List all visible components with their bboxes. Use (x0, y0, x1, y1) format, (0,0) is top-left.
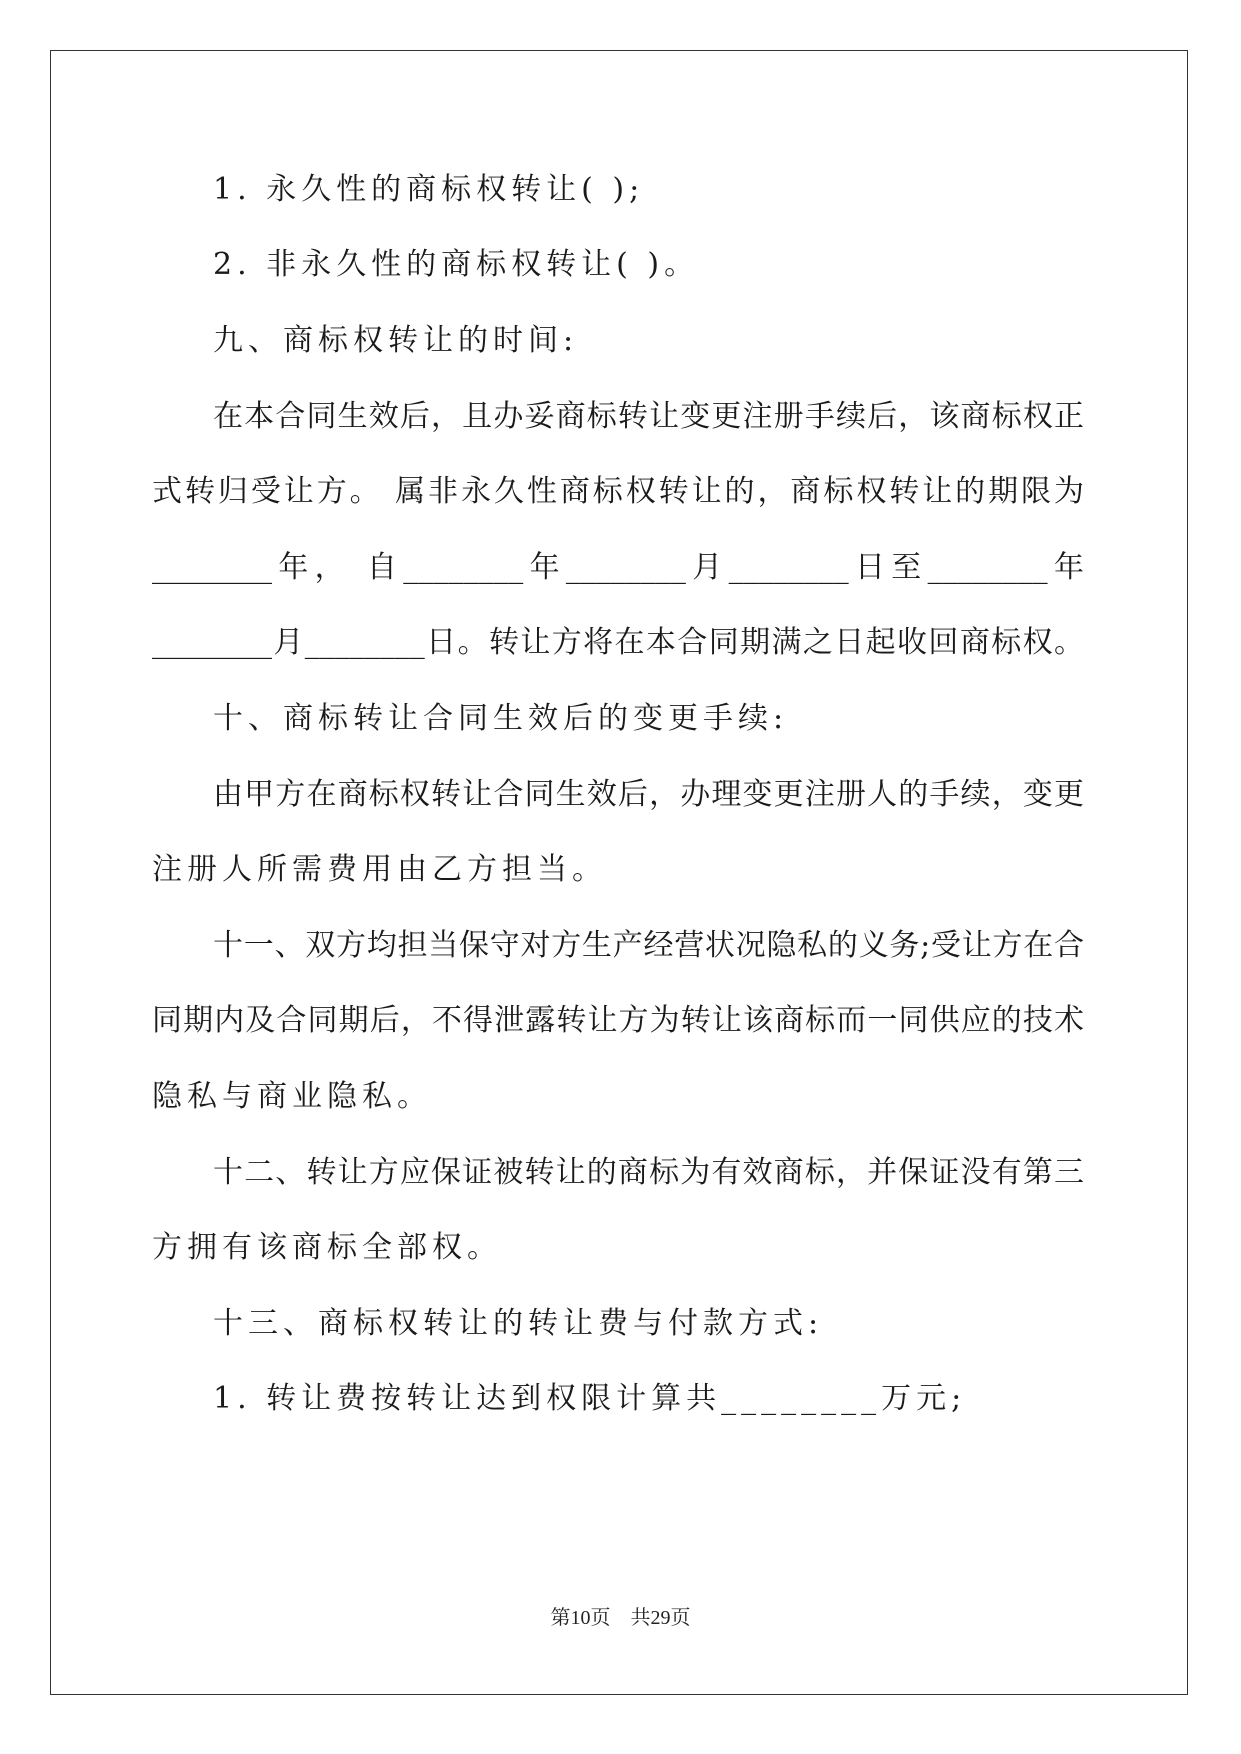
section-heading-12: 十二、转让方应保证被转让的商标为有效商标，并保证没有第三 (213, 1155, 1084, 1190)
text-line-7: ________月________日。转让方将在本合同期满之日起收回商标权。 (152, 625, 1084, 660)
text-line-6: ________年， 自________年________月________日至________年 (152, 550, 1084, 585)
text-line-2: 2. 非永久性的商标权转让( )。 (213, 247, 700, 282)
text-line-4: 在本合同生效后，且办妥商标转让变更注册手续后，该商标权正 (213, 399, 1084, 434)
section-heading-13: 十三、商标权转让的转让费与付款方式: (213, 1306, 824, 1341)
section-heading-11: 十一、双方均担当保守对方生产经营状况隐私的义务;受让方在合 (213, 928, 1084, 963)
page-number-footer (0, 1601, 1241, 1630)
text-line-13: 隐私与商业隐私。 (152, 1079, 432, 1114)
text-line-12: 同期内及合同期后，不得泄露转让方为转让该商标而一同供应的技术 (152, 1003, 1084, 1038)
text-line-5: 式转归受让方。 属非永久性商标权转让的，商标权转让的期限为 (152, 474, 1084, 509)
text-line-17: 1. 转让费按转让达到权限计算共________万元; (213, 1381, 967, 1416)
text-line-1: 1. 永久性的商标权转让( ); (213, 172, 645, 207)
text-line-9: 由甲方在商标权转让合同生效后，办理变更注册人的手续，变更 (213, 777, 1084, 812)
page-number-label: 第10页 共29页 (550, 1607, 691, 1629)
text-line-10: 注册人所需费用由乙方担当。 (152, 852, 607, 887)
section-heading-10: 十、商标转让合同生效后的变更手续: (213, 701, 789, 736)
text-line-15: 方拥有该商标全部权。 (152, 1230, 502, 1265)
section-heading-9: 九、商标权转让的时间: (213, 323, 579, 358)
